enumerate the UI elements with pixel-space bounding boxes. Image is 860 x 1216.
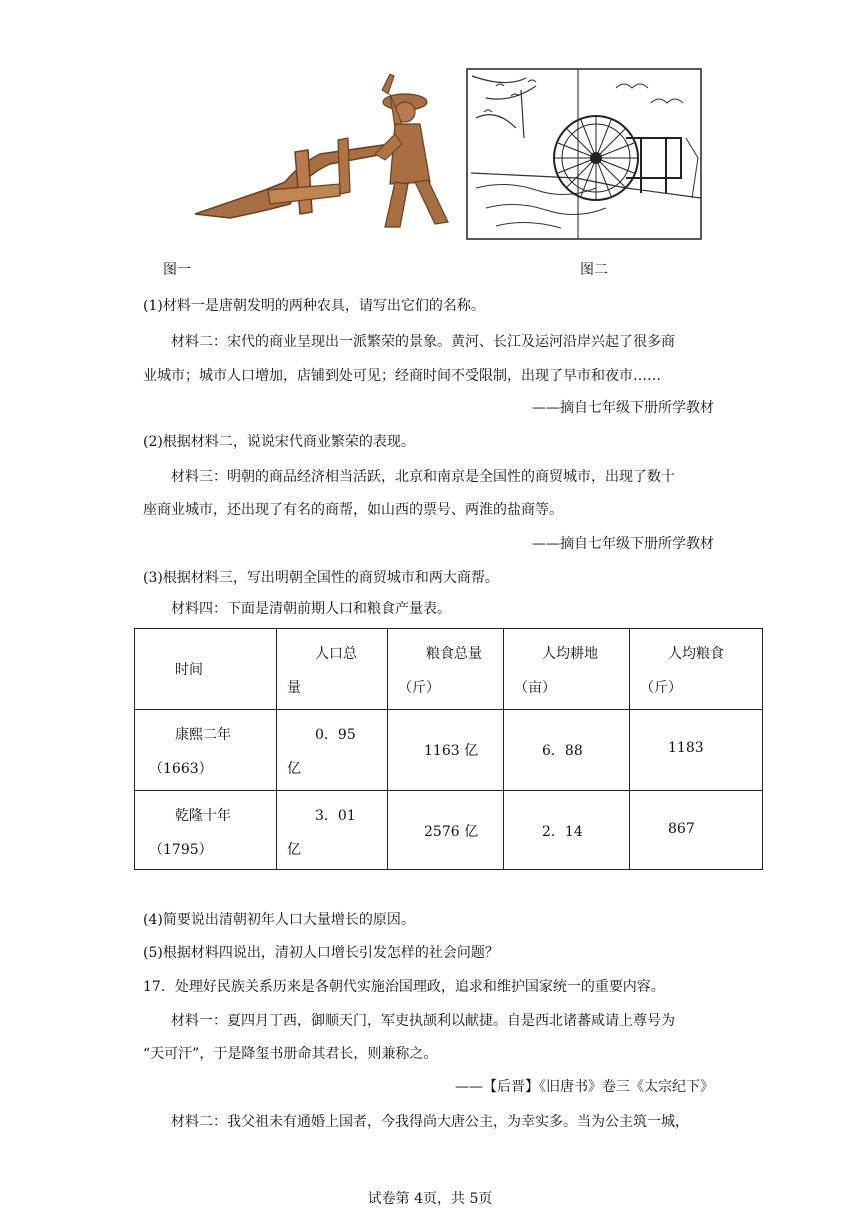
material4-intro: 材料四：下面是清朝前期人口和粮食产量表。 <box>171 601 451 617</box>
question-5: (5)根据材料四说出，清初人口增长引发怎样的社会问题？ <box>143 945 499 961</box>
population-grain-table <box>134 628 763 870</box>
question-4: (4)简要说出清朝初年人口大量增长的原因。 <box>143 912 415 928</box>
q17-material1-line2: “天可汗”，于是降玺书册命其君长，则兼称之。 <box>143 1046 438 1062</box>
question-3: (3)根据材料三，写出明朝全国性的商贸城市和两大商帮。 <box>143 570 499 586</box>
table-row: 乾隆十年 （1795） 3．01 亿 2576 亿 2．14 867 <box>135 791 763 870</box>
material3-line2: 座商业城市，还出现了有名的商帮，如山西的票号、两淮的盐商等。 <box>143 502 563 518</box>
question-1: (1)材料一是唐朝发明的两种农具，请写出它们的名称。 <box>143 298 485 314</box>
figure1-caption: 图一 <box>163 262 191 278</box>
figure2-caption: 图二 <box>580 262 608 278</box>
plough-figure <box>190 72 455 232</box>
material2-line2: 业城市；城市人口增加，店铺到处可见；经商时间不受限制，出现了早市和夜市…… <box>143 368 661 384</box>
page-footer: 试卷第 4页，共 5页 <box>367 1191 493 1207</box>
material3-source: ——摘自七年级下册所学教材 <box>532 536 714 552</box>
table-row: 康熙二年 （1663） 0．95 亿 1163 亿 6．88 1183 <box>135 710 763 791</box>
header-time: 时间 <box>135 629 277 710</box>
q17-material2-line1: 材料二：我父祖未有通婚上国者，今我得尚大唐公主，为幸实多。当为公主筑一城， <box>171 1114 689 1130</box>
q17-material1-source: ——【后晋】《旧唐书》卷三《太宗纪下》 <box>455 1079 714 1095</box>
q17-material1-line1: 材料一：夏四月丁西，御顺天门，军吏执颉利以献捷。自是西北诸蕃咸请上尊号为 <box>171 1013 675 1029</box>
question-17: 17．处理好民族关系历来是各朝代实施治国理政，追求和维护国家统一的重要内容。 <box>143 979 665 995</box>
header-per-grain: 人均粮食 （斤） <box>630 629 763 710</box>
material2-line1: 材料二：宋代的商业呈现出一派繁荣的景象。黄河、长江及运河沿岸兴起了很多商 <box>171 334 675 350</box>
question-2: (2)根据材料二，说说宋代商业繁荣的表现。 <box>143 434 415 450</box>
material2-source: ——摘自七年级下册所学教材 <box>532 400 714 416</box>
header-land: 人均耕地 （亩） <box>504 629 630 710</box>
header-population: 人口总 量 <box>277 629 388 710</box>
table-header-row <box>135 629 763 710</box>
waterwheel-figure <box>466 68 702 240</box>
material3-line1: 材料三：明朝的商品经济相当活跃，北京和南京是全国性的商贸城市，出现了数十 <box>171 469 675 485</box>
header-grain: 粮食总量 （斤） <box>388 629 504 710</box>
